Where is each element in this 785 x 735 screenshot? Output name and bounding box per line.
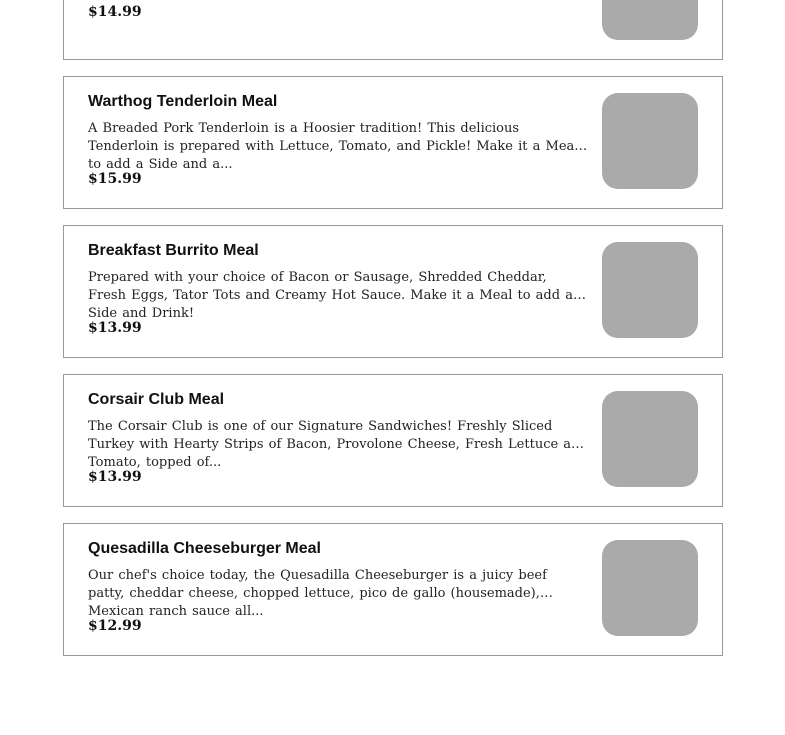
menu-item-image	[602, 540, 698, 636]
menu-item-name: Warthog Tenderloin Meal	[88, 93, 278, 110]
menu-item-description: Our chef's choice today, the Quesadilla Cheeseburger is a juicy beef patty, cheddar cheese, chopped lettuce, pico de gallo (housemade), Mexican ranch sauce all...	[88, 568, 547, 619]
menu-item-image	[602, 242, 698, 338]
menu-item-text	[88, 540, 588, 635]
menu-item-card[interactable]	[63, 523, 723, 656]
menu-item-image	[602, 93, 698, 189]
menu-item-price: $13.99	[88, 320, 142, 336]
menu-item-list	[63, 0, 723, 672]
menu-item-text	[88, 242, 588, 337]
menu-item-name: Breakfast Burrito Meal	[88, 242, 259, 259]
menu-item-text	[88, 0, 588, 21]
menu-item-card[interactable]	[63, 374, 723, 507]
menu-item-price: $15.99	[88, 171, 142, 187]
menu-item-description: The Corsair Club is one of our Signature Sandwiches! Freshly Sliced Turkey with Hearty Strips of Bacon, Provolone Cheese, Fresh Lettuce and Tomato, topped of...	[88, 419, 588, 470]
menu-item-price: $13.99	[88, 469, 142, 485]
menu-item-name: Corsair Club Meal	[88, 391, 225, 408]
menu-item-price: $14.99	[88, 4, 142, 20]
menu-item-price: $12.99	[88, 618, 142, 634]
menu-item-text	[88, 93, 588, 188]
menu-item-name: Quesadilla Cheeseburger Meal	[88, 540, 321, 557]
menu-item-card[interactable]	[63, 76, 723, 209]
menu-item-image	[602, 391, 698, 487]
menu-item-text	[88, 391, 588, 486]
menu-item-description: A Breaded Pork Tenderloin is a Hoosier tradition! This delicious Tenderloin is prepared with Lettuce, Tomato, and Pickle! Make it a Meal to add a Side and a...	[88, 121, 579, 172]
menu-item-card[interactable]	[63, 225, 723, 358]
menu-item-description: Prepared with your choice of Bacon or Sausage, Shredded Cheddar, Fresh Eggs, Tator Tots and Creamy Hot Sauce. Make it a Meal to add a Side and Drink!	[88, 270, 573, 321]
menu-item-image	[602, 0, 698, 40]
menu-item-card[interactable]	[63, 0, 723, 60]
